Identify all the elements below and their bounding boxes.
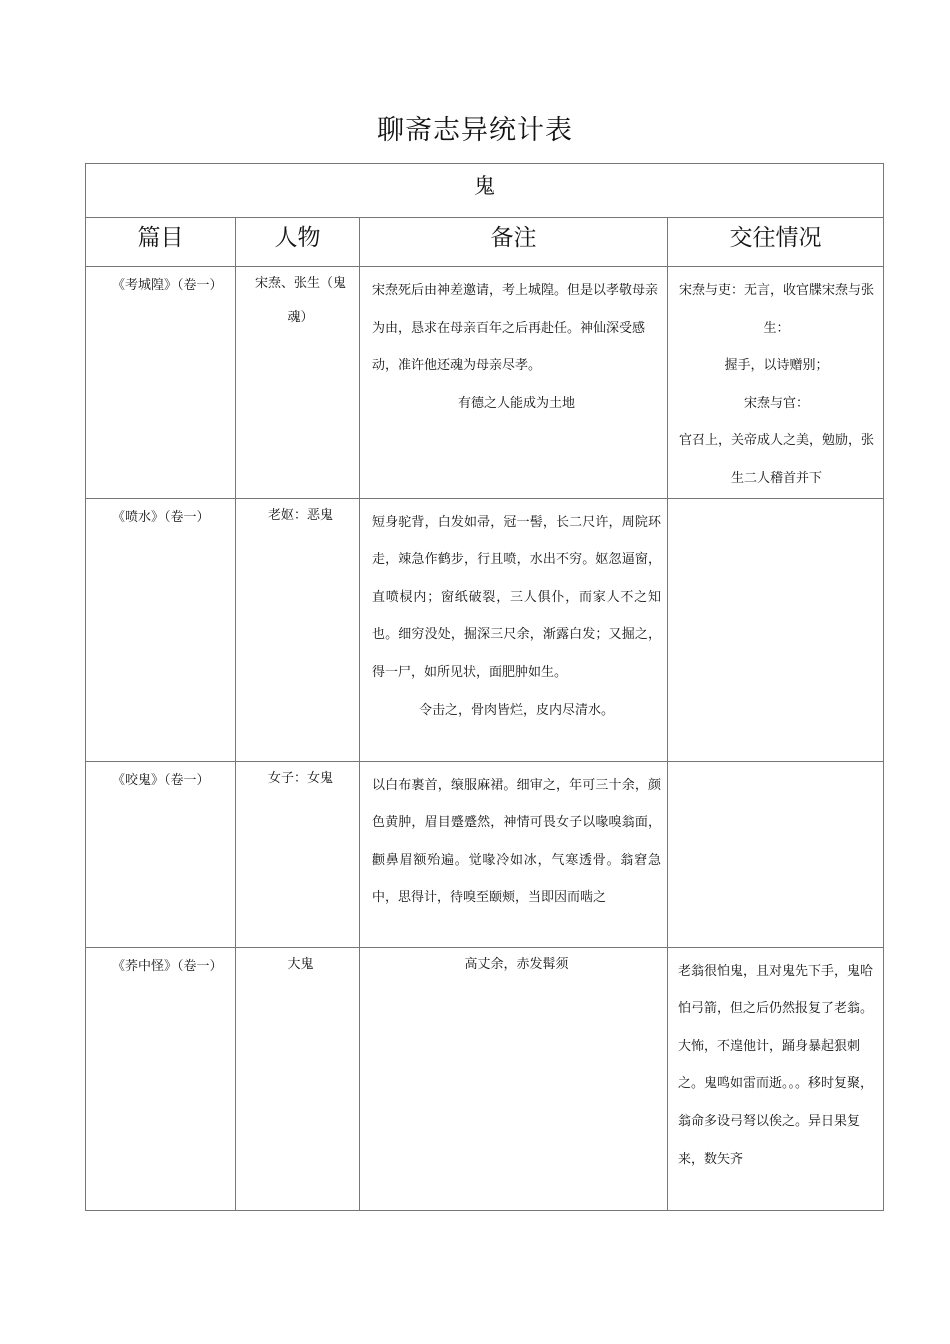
row-note <box>360 267 668 499</box>
note-paragraph: 高丈余，赤发髯须 <box>464 956 569 972</box>
row-title: 《荞中怪》（卷一） <box>86 947 236 1210</box>
column-header-person <box>236 218 360 267</box>
category-header <box>86 164 884 218</box>
interaction-paragraph: 宋焘与吏：无言，收官牒宋焘与张生： <box>678 283 874 336</box>
statistics-table <box>85 163 884 1211</box>
column-header-interaction <box>668 218 884 267</box>
row-interaction <box>668 267 884 499</box>
table-row <box>86 947 884 1210</box>
note-paragraph: 有德之人能成为土地 <box>457 395 575 411</box>
column-header-person-label: 人物 <box>274 225 321 251</box>
row-person: 宋焘、张生（鬼魂） <box>236 267 360 499</box>
row-interaction <box>668 761 884 947</box>
page-title: 聊斋志异统计表 <box>377 115 573 146</box>
category-label: 鬼 <box>474 174 495 198</box>
note-paragraph: 短身驼背，白发如帚，冠一髻，长二尺许，周院环走，竦急作鹤步，行且喷，水出不穷。妪忽逼窗，直喷棂内；窗纸破裂，三人俱仆，而家人不之知也。细穷没处，掘深三尺余，渐露白发；又掘之，得一尸，如所见状，面肥肿如生。 <box>372 514 661 680</box>
note-paragraph: 宋焘死后由神差邀请，考上城隍。但是以孝敬母亲为由，恳求在母亲百年之后再赴任。神仙深受感动，准许他还魂为母亲尽孝。 <box>372 283 659 374</box>
row-title: 《考城隍》（卷一） <box>86 267 236 499</box>
table-row <box>86 761 884 947</box>
row-interaction <box>668 498 884 761</box>
column-header-note <box>360 218 668 267</box>
row-title: 《咬鬼》（卷一） <box>86 761 236 947</box>
note-paragraph: 以白布裹首，缞服麻裙。细审之，年可三十余，颜色黄肿，眉目蹙蹙然，神情可畏女子以喙嗅翁面，颧鼻眉额殆遍。觉喙冷如冰，气寒透骨。翁窘急中，思得计，待嗅至颐颊，当即因而啮之 <box>372 777 661 906</box>
interaction-paragraph: 大怖，不遑他计，踊身暴起狠刺之。鬼鸣如雷而逝。。。移时复聚，翁命多设弓弩以俟之。异日果复来，数矢齐 <box>678 1038 874 1167</box>
column-header-title-label: 篇目 <box>137 225 184 251</box>
table-row <box>86 498 884 761</box>
row-title: 《喷水》（卷一） <box>86 498 236 761</box>
row-person: 大鬼 <box>236 947 360 1210</box>
interaction-paragraph: 宋焘与官： <box>743 395 809 411</box>
row-person: 老妪：恶鬼 <box>236 498 360 761</box>
note-paragraph: 令击之，骨肉皆烂，皮内尽清水。 <box>418 702 614 718</box>
interaction-paragraph: 老翁很怕鬼，且对鬼先下手，鬼哈怕弓箭，但之后仍然报复了老翁。 <box>678 963 874 1017</box>
row-note <box>360 761 668 947</box>
row-note <box>360 498 668 761</box>
column-header-title <box>86 218 236 267</box>
interaction-paragraph: 握手，以诗赠别； <box>724 358 829 374</box>
table-row <box>86 267 884 499</box>
row-note <box>360 947 668 1210</box>
row-person: 女子：女鬼 <box>236 761 360 947</box>
row-interaction <box>668 947 884 1210</box>
column-header-note-label: 备注 <box>490 225 537 251</box>
interaction-paragraph: 官召上，关帝成人之美，勉励，张生二人稽首并下 <box>678 433 874 486</box>
column-header-interaction-label: 交往情况 <box>729 225 822 251</box>
